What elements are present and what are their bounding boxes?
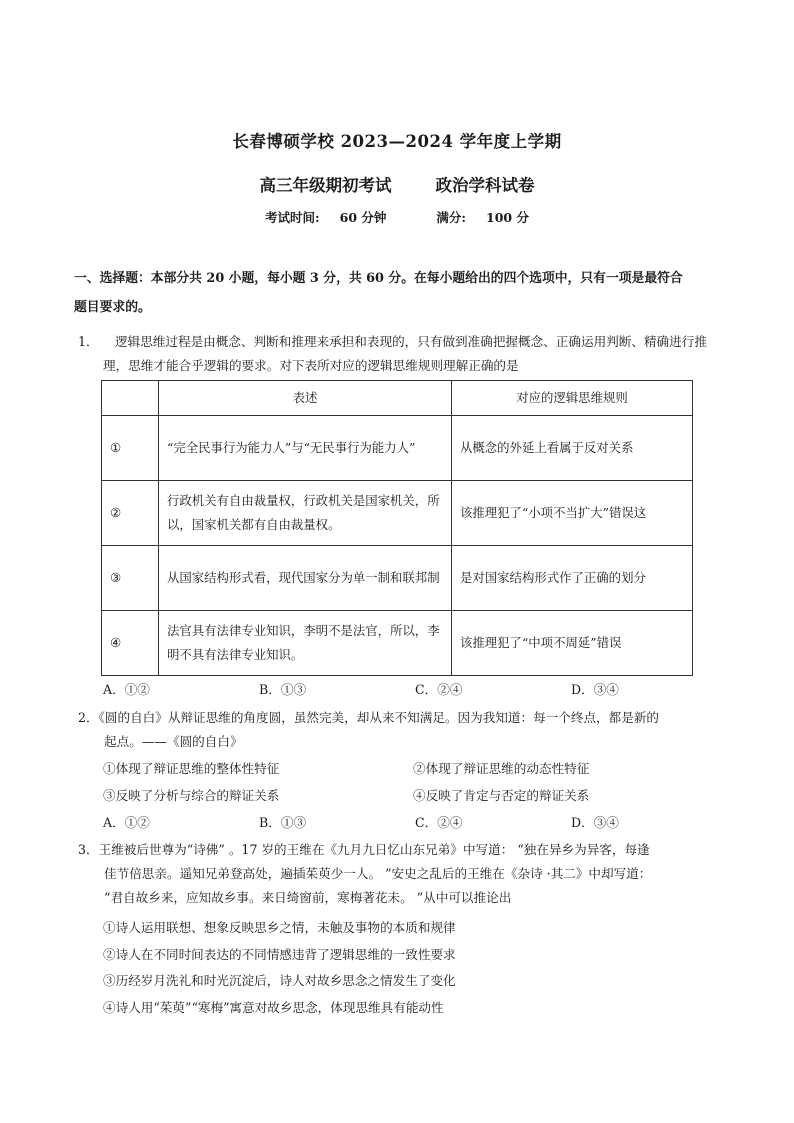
option-c[interactable]: C．②④ [415, 682, 463, 697]
question-3-stem [78, 838, 728, 910]
option-a[interactable]: A．①② [103, 682, 150, 697]
statement-3: ③历经岁月洗礼和时光沉淀后，诗人对故乡思念之情发生了变化 [103, 973, 456, 988]
score-label: 满分: [436, 210, 467, 225]
exam-subtitle [0, 172, 794, 196]
table-header-cell: 对应的逻辑思维规则 [452, 381, 693, 416]
statement-2: ②诗人在不同时间表达的不同情感违背了逻辑思维的一致性要求 [103, 946, 456, 962]
row-mark: ④ [102, 611, 159, 676]
question-1-table [101, 380, 693, 676]
row-rule: 该推理犯了“中项不周延”错误 [452, 611, 693, 676]
time-label: 考试时间: [265, 210, 320, 225]
option-c[interactable]: C．②④ [415, 815, 463, 830]
table-header-row [102, 381, 693, 416]
question-3-number: 3． [78, 842, 99, 857]
row-statement: 法官具有法律专业知识，李明不是法官，所以，李明不具有法律专业知识。 [159, 611, 452, 676]
question-3-line3: “君自故乡来，应知故乡事。来日绮窗前，寒梅著花未。 ”从中可以推论出 [104, 890, 512, 905]
section-heading-line1: 一、选择题：本部分共 20 小题，每小题 3 分，共 60 分。在每小题给出的四个选项中，只有一项是最符合 [74, 271, 683, 286]
row-statement: “完全民事行为能力人”与“无民事行为能力人” [159, 416, 452, 481]
table-header-cell [102, 381, 159, 416]
subject-paper-name: 政治学科试卷 [435, 176, 535, 195]
exam-meta [0, 208, 794, 226]
question-1-stem: 逻辑思维过程是由概念、判断和推理来承担和表现的，只有做到准确把握概念、正确运用判断、精确进行推理，思维才能合乎逻辑的要求。对下表所对应的逻辑思维规则理解正确的是 [103, 334, 707, 373]
question-1-options [0, 680, 794, 700]
row-statement: 从国家结构形式看，现代国家分为单一制和联邦制 [159, 546, 452, 611]
section-heading [74, 264, 724, 322]
statement-4: ④反映了肯定与否定的辩证关系 [413, 788, 590, 803]
table-row [102, 481, 693, 546]
question-2-line2: 起点。——《圆的自白》 [104, 734, 243, 749]
row-rule: 该推理犯了“小项不当扩大”错误这 [452, 481, 693, 546]
statement-2: ②体现了辩证思维的动态性特征 [413, 761, 590, 776]
statement-4: ④诗人用“茱萸”“寒梅”寓意对故乡思念，体现思维具有能动性 [103, 999, 444, 1015]
question-1-number: 1． [78, 334, 99, 349]
question-2-statements [0, 758, 794, 808]
option-d[interactable]: D．③④ [571, 682, 619, 697]
grade-exam-name: 高三年级期初考试 [259, 176, 392, 195]
option-b[interactable]: B．①③ [259, 682, 307, 697]
table-row [102, 546, 693, 611]
section-heading-line2: 题目要求的。 [74, 300, 151, 315]
question-2-number: 2． [78, 710, 99, 725]
row-rule: 是对国家结构形式作了正确的划分 [452, 546, 693, 611]
option-b[interactable]: B．①③ [259, 815, 307, 830]
question-3-line2: 佳节倍思亲。遥知兄弟登高处，遍插茱萸少一人。 ”安史之乱后的王维在《杂诗 ·其二》中却写道： [104, 866, 652, 881]
table-row [102, 611, 693, 676]
table-header-cell: 表述 [159, 381, 452, 416]
question-2-stem [78, 706, 728, 754]
statement-3: ③反映了分析与综合的辩证关系 [103, 788, 280, 803]
row-mark: ③ [102, 546, 159, 611]
row-statement: 行政机关有自由裁量权，行政机关是国家机关，所以，国家机关都有自由裁量权。 [159, 481, 452, 546]
score-value: 100 分 [486, 210, 529, 225]
row-mark: ① [102, 416, 159, 481]
question-3-line1: 王维被后世尊为“诗佛” 。17 岁的王维在《九月九日忆山东兄弟》中写道： “独在异乡为异客，每逢 [98, 842, 650, 857]
row-mark: ② [102, 481, 159, 546]
time-value: 60 分钟 [339, 210, 387, 225]
question-2-line1: 《圆的自白》从辩证思维的角度圆，虽然完美，却从来不知满足。因为我知道：每一个终点，都是新的 [98, 710, 660, 725]
question-2-options [0, 813, 794, 833]
statement-1: ①体现了辩证思维的整体性特征 [103, 761, 280, 776]
table-row [102, 416, 693, 481]
question-3-statements [103, 915, 456, 1021]
option-d[interactable]: D．③④ [571, 815, 619, 830]
statement-1: ①诗人运用联想、想象反映思乡之情，未触及事物的本质和规律 [103, 920, 456, 935]
exam-title: 长春博硕学校 2023—2024 学年度上学期 [232, 132, 562, 151]
row-rule: 从概念的外延上看属于反对关系 [452, 416, 693, 481]
option-a[interactable]: A．①② [103, 815, 150, 830]
